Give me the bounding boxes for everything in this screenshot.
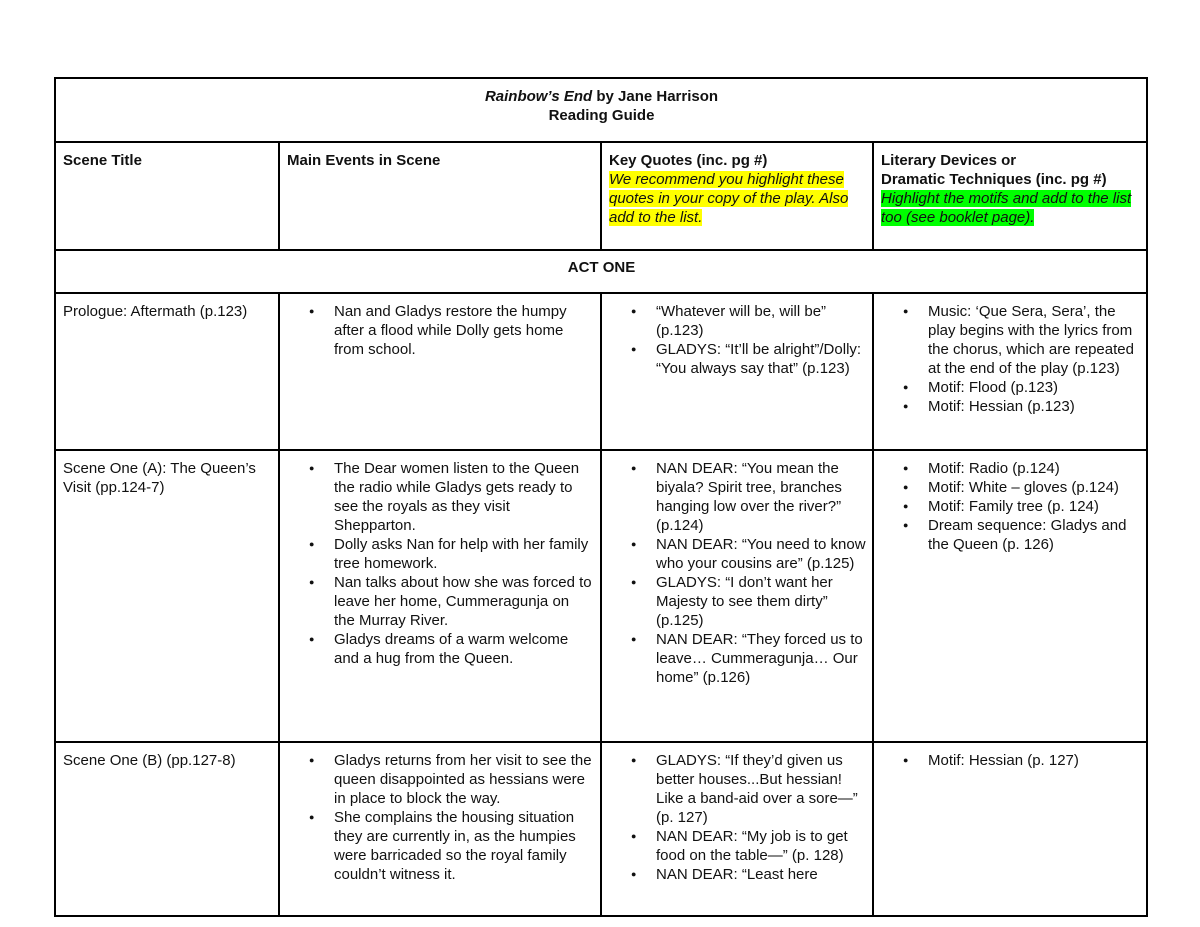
key-quotes [601, 742, 873, 916]
list-item: ● Gladys dreams of a warm welcome and a hug from the Queen. [334, 630, 594, 668]
list-item: ● Dream sequence: Gladys and the Queen (p. 126) [928, 516, 1140, 554]
key-quotes [601, 450, 873, 742]
literary-devices [873, 742, 1147, 916]
list-item: ● Music: ‘Que Sera, Sera’, the play begins with the lyrics from the chorus, which are repeated at the end of the play (p.123) [928, 302, 1140, 378]
scene-title: Scene One (B) (pp.127-8) [55, 742, 279, 916]
list-item: ● NAN DEAR: “My job is to get food on the table—” (p. 128) [656, 827, 866, 865]
main-events [279, 450, 601, 742]
list-item: ● Motif: Flood (p.123) [928, 378, 1140, 397]
devices-label-line1: Literary Devices or [881, 152, 1017, 169]
key-quotes-note: We recommend you highlight these quotes in your copy of the play. Also add to the list. [609, 171, 849, 226]
list-item: ● NAN DEAR: “You mean the biyala? Spirit tree, branches hanging low over the river?” (p.124) [656, 459, 866, 535]
title-cell [55, 78, 1147, 142]
list-item: ● She complains the housing situation they are currently in, as the humpies were barricaded so the royal family couldn’t witness it. [334, 808, 594, 884]
list-item: ● NAN DEAR: “They forced us to leave… Cummeragunja… Our home” (p.126) [656, 630, 866, 687]
key-quotes [601, 293, 873, 450]
document-title [63, 87, 1140, 106]
table-row [55, 450, 1147, 742]
act-heading: ACT ONE [55, 250, 1147, 293]
play-title: Rainbow’s End [484, 88, 593, 105]
list-item: ● Motif: Radio (p.124) [928, 459, 1140, 478]
list-item: ● Motif: White – gloves (p.124) [928, 478, 1140, 497]
list-item: ● Motif: Hessian (p. 127) [928, 751, 1140, 770]
list-item: ● Gladys returns from her visit to see the queen disappointed as hessians were in place to block the way. [334, 751, 594, 808]
header-row [55, 142, 1147, 250]
list-item: ● Motif: Hessian (p.123) [928, 397, 1140, 416]
header-main-events: Main Events in Scene [279, 142, 601, 250]
devices-label-line2: Dramatic Techniques (inc. pg #) [881, 171, 1107, 188]
list-item: ● NAN DEAR: “You need to know who your cousins are” (p.125) [656, 535, 866, 573]
list-item: ● Motif: Family tree (p. 124) [928, 497, 1140, 516]
list-item: ● NAN DEAR: “Least here [656, 865, 866, 884]
scene-title: Prologue: Aftermath (p.123) [55, 293, 279, 450]
list-item: ● Nan and Gladys restore the humpy after a flood while Dolly gets home from school. [334, 302, 594, 359]
literary-devices [873, 293, 1147, 450]
title-row [55, 78, 1147, 142]
list-item: ● Dolly asks Nan for help with her family tree homework. [334, 535, 594, 573]
list-item: ● The Dear women listen to the Queen the radio while Gladys gets ready to see the royals as they visit Shepparton. [334, 459, 594, 535]
table-row [55, 293, 1147, 450]
list-item: ● “Whatever will be, will be” (p.123) [656, 302, 866, 340]
header-key-quotes [601, 142, 873, 250]
header-scene-title: Scene Title [55, 142, 279, 250]
header-literary-devices [873, 142, 1147, 250]
literary-devices [873, 450, 1147, 742]
list-item: ● GLADYS: “It’ll be alright”/Dolly: “You always say that” (p.123) [656, 340, 866, 378]
scene-title: Scene One (A): The Queen’s Visit (pp.124-7) [55, 450, 279, 742]
devices-note: Highlight the motifs and add to the list too (see booklet page). [881, 190, 1132, 226]
list-item: ● GLADYS: “If they’d given us better houses...But hessian! Like a band-aid over a sore—” (p. 127) [656, 751, 866, 827]
author: by Jane Harrison [592, 88, 719, 105]
main-events [279, 742, 601, 916]
act-row [55, 250, 1147, 293]
list-item: ● Nan talks about how she was forced to leave her home, Cummeragunja on the Murray River. [334, 573, 594, 630]
table-row [55, 742, 1147, 916]
list-item: ● GLADYS: “I don’t want her Majesty to see them dirty” (p.125) [656, 573, 866, 630]
reading-guide-table [54, 77, 1148, 917]
key-quotes-label: Key Quotes (inc. pg #) [609, 152, 768, 169]
main-events [279, 293, 601, 450]
document-subtitle: Reading Guide [548, 107, 655, 124]
